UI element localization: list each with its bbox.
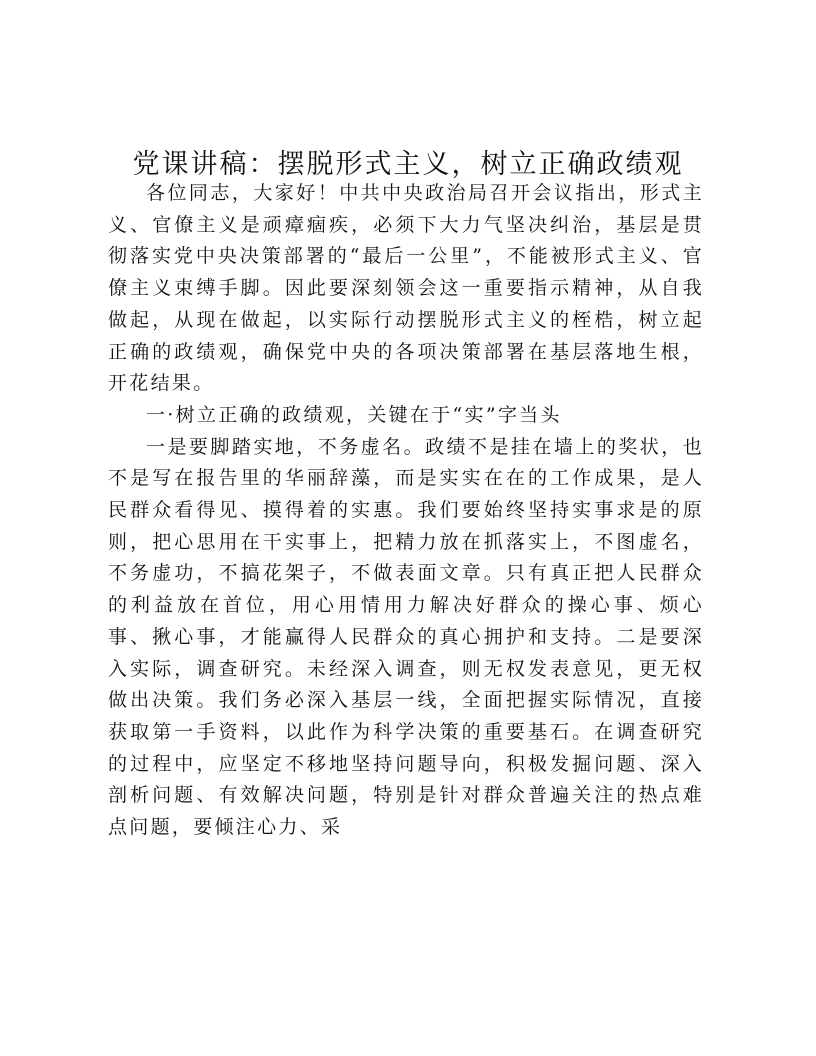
document-body: [108, 178, 704, 844]
section-paragraph: 一是要脚踏实地，不务虚名。政绩不是挂在墙上的奖状，也不是写在报告里的华丽辞藻，而是实实在在的工作成果，是人民群众看得见、摸得着的实惠。我们要始终坚持实事求是的原则，把心思用在干实事上，把精力放在抓落实上，不图虚名，不务虚功，不搞花架子，不做表面文章。只有真正把人民群众的利益放在首位，用心用情用力解决好群众的操心事、烦心事、揪心事，才能赢得人民群众的真心拥护和支持。二是要深入实际，调查研究。未经深入调查，则无权发表意见，更无权做出决策。我们务必深入基层一线，全面把握实际情况，直接获取第一手资料，以此作为科学决策的重要基石。在调查研究的过程中，应坚定不移地坚持问题导向，积极发掘问题、深入剖析问题、有效解决问题，特别是针对群众普遍关注的热点难点问题，要倾注心力、采: [108, 435, 704, 839]
section-heading: 一·树立正确的政绩观，关键在于“实”字当头: [146, 403, 562, 426]
document-title: 党课讲稿：摆脱形式主义，树立正确政绩观: [132, 149, 684, 180]
intro-paragraph: 各位同志，大家好！中共中央政治局召开会议指出，形式主义、官僚主义是顽瘴痼疾，必须下大力气坚决纠治，基层是贯彻落实党中央决策部署的“最后一公里”，不能被形式主义、官僚主义束缚手脚。因此要深刻领会这一重要指示精神，从自我做起，从现在做起，以实际行动摆脱形式主义的桎梏，树立起正确的政绩观，确保党中央的各项决策部署在基层落地生根，开花结果。: [108, 182, 704, 395]
